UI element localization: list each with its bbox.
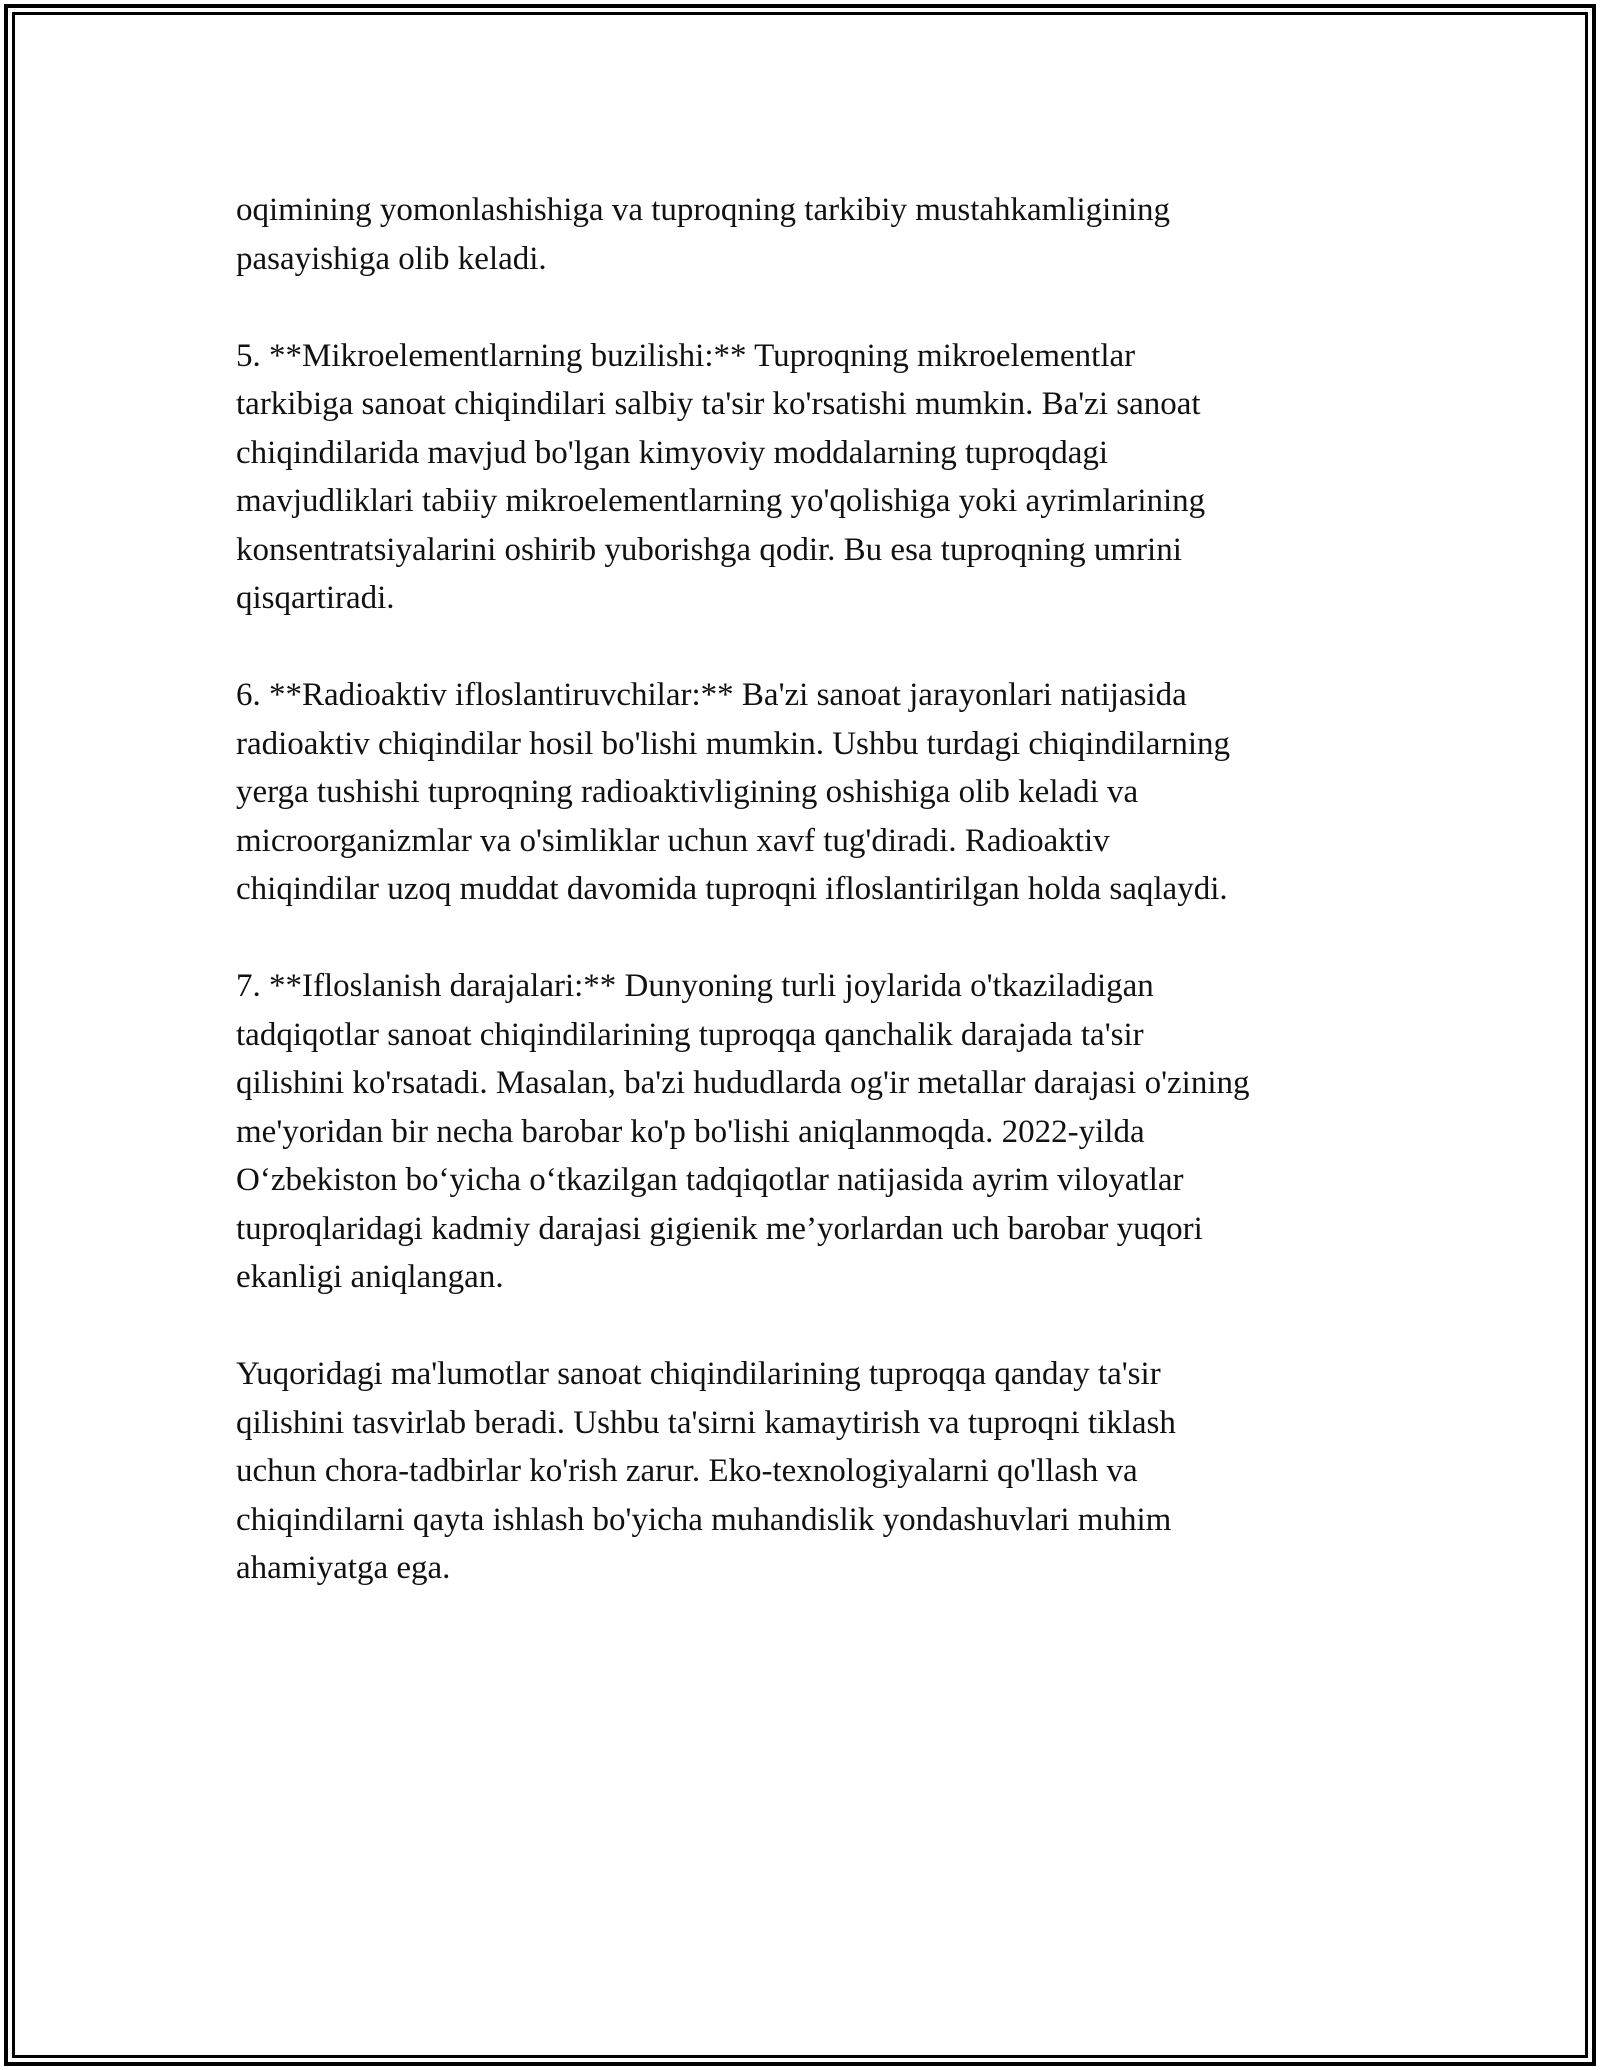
paragraph-continuation: oqimining yomonlashishiga va tuproqning tarkibiy mustahkamligining pasayishiga olib keladi.: [236, 192, 1171, 277]
paragraph-item-5-microelements: 5. **Mikroelementlarning buzilishi:** Tuproqning mikroelementlar tarkibiga sanoat chiqindilari salbiy ta'sir ko'rsatishi mumkin. Ba'zi sanoat chiqindilarida mavjud bo'lgan kimyoviy moddalarning tuproqdagi mavjudliklari tabiiy mikroelementlarning yo'qolishiga yoki ayrimlarining konsentratsiyalarini oshirib yuborishga qodir. Bu esa tuproqning umrini qisqartiradi.: [236, 337, 1206, 616]
paragraph-item-7-pollution-levels: 7. **Ifloslanish darajalari:** Dunyoning turli joylarida o'tkaziladigan tadqiqotlar sanoat chiqindilarining tuproqqa qanchalik darajada ta'sir qilishini ko'rsatadi. Masalan, ba'zi hududlarda og'ir metallar darajasi o'zining me'yoridan bir necha barobar ko'p bo'lishi aniqlanmoqda. 2022-yilda O‘zbekiston bo‘yicha o‘tkazilgan tadqiqotlar natijasida ayrim viloyatlar tuproqlaridagi kadmiy darajasi gigienik me’yorlardan uch barobar yuqori ekanligi aniqlangan.: [236, 968, 1250, 1295]
paragraph-item-6-radioactive: 6. **Radioaktiv ifloslantiruvchilar:** Ba'zi sanoat jarayonlari natijasida radioaktiv chiqindilar hosil bo'lishi mumkin. Ushbu turdagi chiqindilarning yerga tushishi tuproqning radioaktivligining oshishiga olib keladi va microorganizmlar va o'simliklar uchun xavf tug'diradi. Radioaktiv chiqindilar uzoq muddat davomida tuproqni ifloslantirilgan holda saqlaydi.: [236, 677, 1230, 907]
document-body: [236, 186, 1366, 1641]
paragraph-conclusion: Yuqoridagi ma'lumotlar sanoat chiqindilarining tuproqqa qanday ta'sir qilishini tasvirlab beradi. Ushbu ta'sirni kamaytirish va tuproqni tiklash uchun chora-tadbirlar ko'rish zarur. Eko-texnologiyalarni qo'llash va chiqindilarni qayta ishlash bo'yicha muhandislik yondashuvlari muhim ahamiyatga ega.: [236, 1356, 1176, 1586]
